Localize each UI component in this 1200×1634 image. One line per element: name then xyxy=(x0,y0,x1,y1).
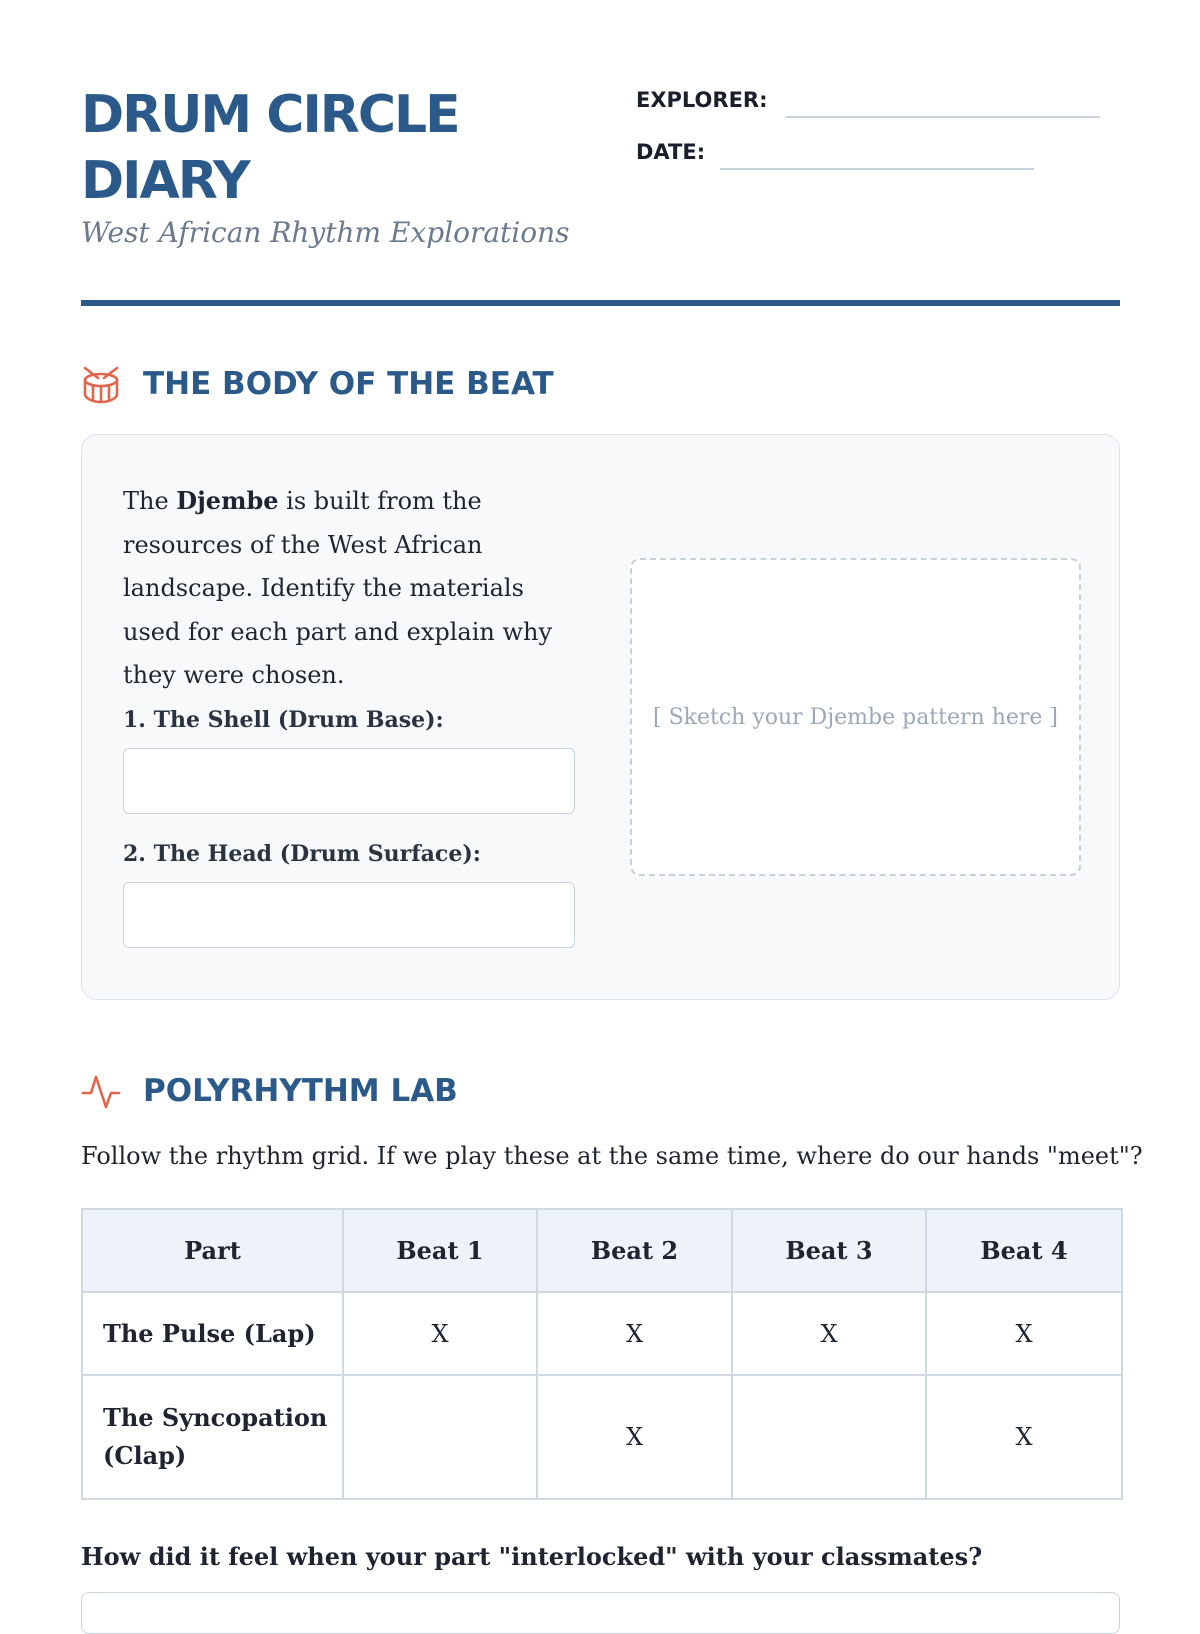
polyrhythm-prompt: Follow the rhythm grid. If we play these at the same time, where do our hands "meet"? xyxy=(81,1142,1143,1170)
header-beat-2: Beat 2 xyxy=(537,1209,732,1292)
sketch-area[interactable] xyxy=(630,558,1081,876)
table-row xyxy=(82,1375,1122,1499)
drum-icon xyxy=(81,364,121,404)
intro-paragraph xyxy=(123,479,583,698)
reflection-question: How did it feel when your part "interlocked" with your classmates? xyxy=(81,1542,983,1571)
explorer-label: EXPLORER: xyxy=(636,88,768,112)
beat-cell: X xyxy=(343,1292,537,1375)
beat-cell xyxy=(732,1375,926,1499)
head-question-label: 2. The Head (Drum Surface): xyxy=(123,841,481,867)
beat-cell: X xyxy=(926,1292,1122,1375)
table-row xyxy=(82,1292,1122,1375)
row-part-label: The Syncopation (Clap) xyxy=(82,1375,343,1499)
intro-text-end: is built from the resources of the West African landscape. Identify the materials used for each part and explain why they were chosen. xyxy=(123,487,553,689)
beat-cell: X xyxy=(537,1375,732,1499)
intro-text-bold: Djembe xyxy=(176,486,279,515)
rhythm-grid-table xyxy=(81,1208,1123,1500)
page-subtitle: West African Rhythm Explorations xyxy=(81,216,570,249)
intro-text-start: The xyxy=(123,487,177,515)
polyrhythm-section-title: POLYRHYTHM LAB xyxy=(143,1073,458,1109)
body-section-title: THE BODY OF THE BEAT xyxy=(143,366,554,402)
beat-cell: X xyxy=(732,1292,926,1375)
date-label: DATE: xyxy=(636,140,706,164)
beat-cell: X xyxy=(926,1375,1122,1499)
shell-question-label: 1. The Shell (Drum Base): xyxy=(123,707,444,733)
title-line-2: DIARY xyxy=(81,151,249,211)
polyrhythm-section-heading xyxy=(81,1069,458,1113)
head-answer-box[interactable] xyxy=(123,882,575,948)
shell-answer-box[interactable] xyxy=(123,748,575,814)
explorer-name-line[interactable] xyxy=(786,116,1100,118)
header-beat-4: Beat 4 xyxy=(926,1209,1122,1292)
body-card xyxy=(81,434,1120,1000)
row-part-label: The Pulse (Lap) xyxy=(82,1292,343,1375)
header-beat-1: Beat 1 xyxy=(343,1209,537,1292)
sketch-placeholder: [ Sketch your Djembe pattern here ] xyxy=(653,704,1058,730)
header-divider xyxy=(81,300,1120,306)
reflection-answer-box[interactable] xyxy=(81,1592,1120,1634)
header-beat-3: Beat 3 xyxy=(732,1209,926,1292)
activity-icon xyxy=(81,1071,121,1111)
title-line-1: DRUM CIRCLE xyxy=(81,85,459,145)
page-title xyxy=(81,82,601,214)
body-section-heading xyxy=(81,362,554,406)
beat-cell xyxy=(343,1375,537,1499)
beat-cell: X xyxy=(537,1292,732,1375)
header-part: Part xyxy=(82,1209,343,1292)
date-line[interactable] xyxy=(720,168,1034,170)
